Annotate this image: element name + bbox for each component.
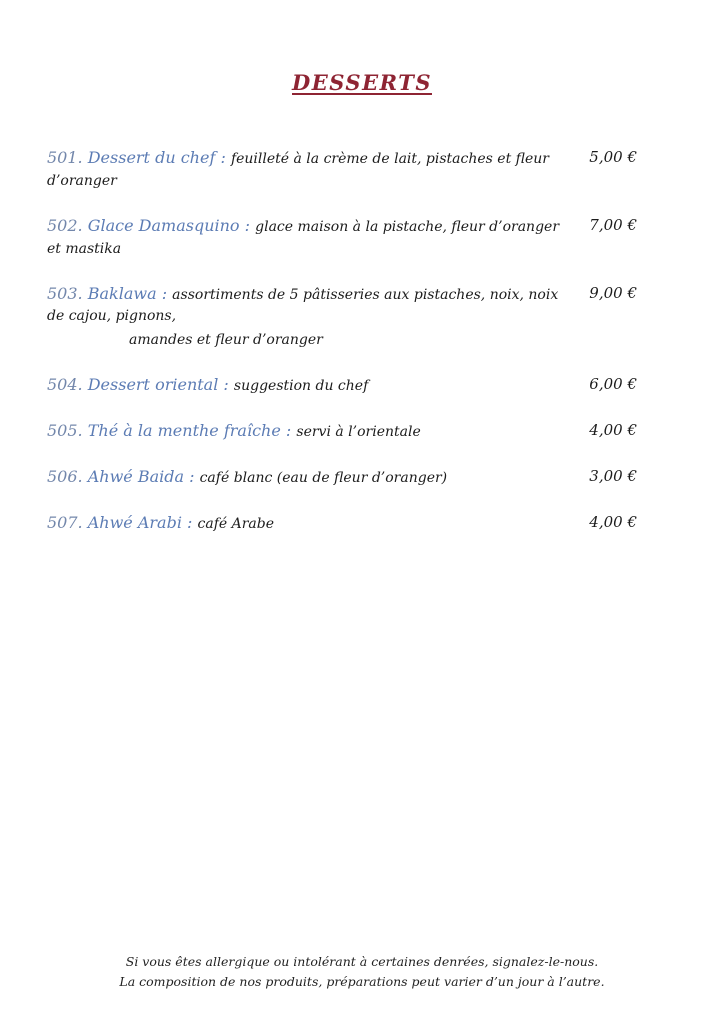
footer-note (0, 952, 724, 992)
menu-item-text (47, 147, 589, 191)
item-description: suggestion du chef (233, 378, 369, 395)
item-number: 506. (47, 467, 83, 487)
menu-item-line1 (47, 374, 573, 396)
menu-item-text (47, 374, 589, 396)
item-description: assortiments de 5 pâtisseries aux pistaches, noix, noix de cajou, pignons, (47, 286, 559, 325)
item-price: 5,00 € (589, 148, 637, 166)
menu-item-row (47, 215, 637, 259)
item-price: 7,00 € (589, 215, 637, 234)
menu-item-line1 (47, 420, 573, 442)
menu-item-text (47, 283, 589, 351)
item-name: Glace Damasquino : (87, 215, 251, 235)
item-price: 9,00 € (589, 283, 637, 302)
menu-item-row (47, 512, 637, 534)
menu-item-line1 (47, 147, 573, 191)
item-name: Ahwé Arabi : (87, 512, 193, 532)
menu-list (47, 147, 637, 534)
menu-item-line1 (47, 512, 573, 534)
item-description: glace maison à la pistache, fleur d’oranger et mastika (47, 218, 560, 257)
menu-item-line1 (47, 283, 573, 327)
item-name: Ahwé Baida : (87, 467, 195, 487)
menu-item-row (47, 283, 637, 351)
menu-item-line1 (47, 215, 573, 259)
page-title-text: DESSERTS (292, 70, 432, 95)
menu-item-text (47, 512, 589, 534)
item-price: 6,00 € (589, 375, 637, 394)
footer-line-2: La composition de nos produits, préparations peut varier d’un jour à l’autre. (119, 974, 605, 989)
menu-item-text (47, 466, 589, 488)
menu-item-text (47, 215, 589, 259)
item-description: feuilleté à la crème de lait, pistaches et fleur d’oranger (47, 151, 549, 189)
item-number: 505. (47, 421, 83, 441)
menu-item-row (47, 374, 637, 396)
item-description: servi à l’orientale (296, 424, 421, 441)
item-description-line2: amandes et fleur d’oranger (129, 332, 323, 349)
item-name: Thé à la menthe fraîche : (87, 421, 292, 441)
menu-item-text (47, 420, 589, 442)
footer-line-1: Si vous êtes allergique ou intolérant à certaines denrées, signalez-le-nous. (125, 954, 599, 969)
item-price: 4,00 € (589, 512, 637, 531)
menu-item-row (47, 147, 637, 191)
item-number: 504. (47, 375, 83, 395)
item-description: café blanc (eau de fleur d’oranger) (199, 470, 448, 487)
item-number: 502. (47, 215, 83, 235)
item-number: 503. (47, 283, 83, 303)
item-price: 4,00 € (589, 421, 637, 440)
menu-item-line1 (47, 466, 573, 488)
item-name: Dessert du chef : (87, 148, 226, 167)
page-title (0, 70, 724, 95)
menu-item-row (47, 420, 637, 442)
item-price: 3,00 € (589, 467, 637, 486)
item-number: 507. (47, 512, 83, 532)
item-number: 501. (47, 148, 83, 167)
menu-item-row (47, 466, 637, 488)
item-description: café Arabe (197, 515, 275, 532)
item-name: Baklawa : (87, 283, 168, 303)
item-name: Dessert oriental : (87, 375, 229, 395)
